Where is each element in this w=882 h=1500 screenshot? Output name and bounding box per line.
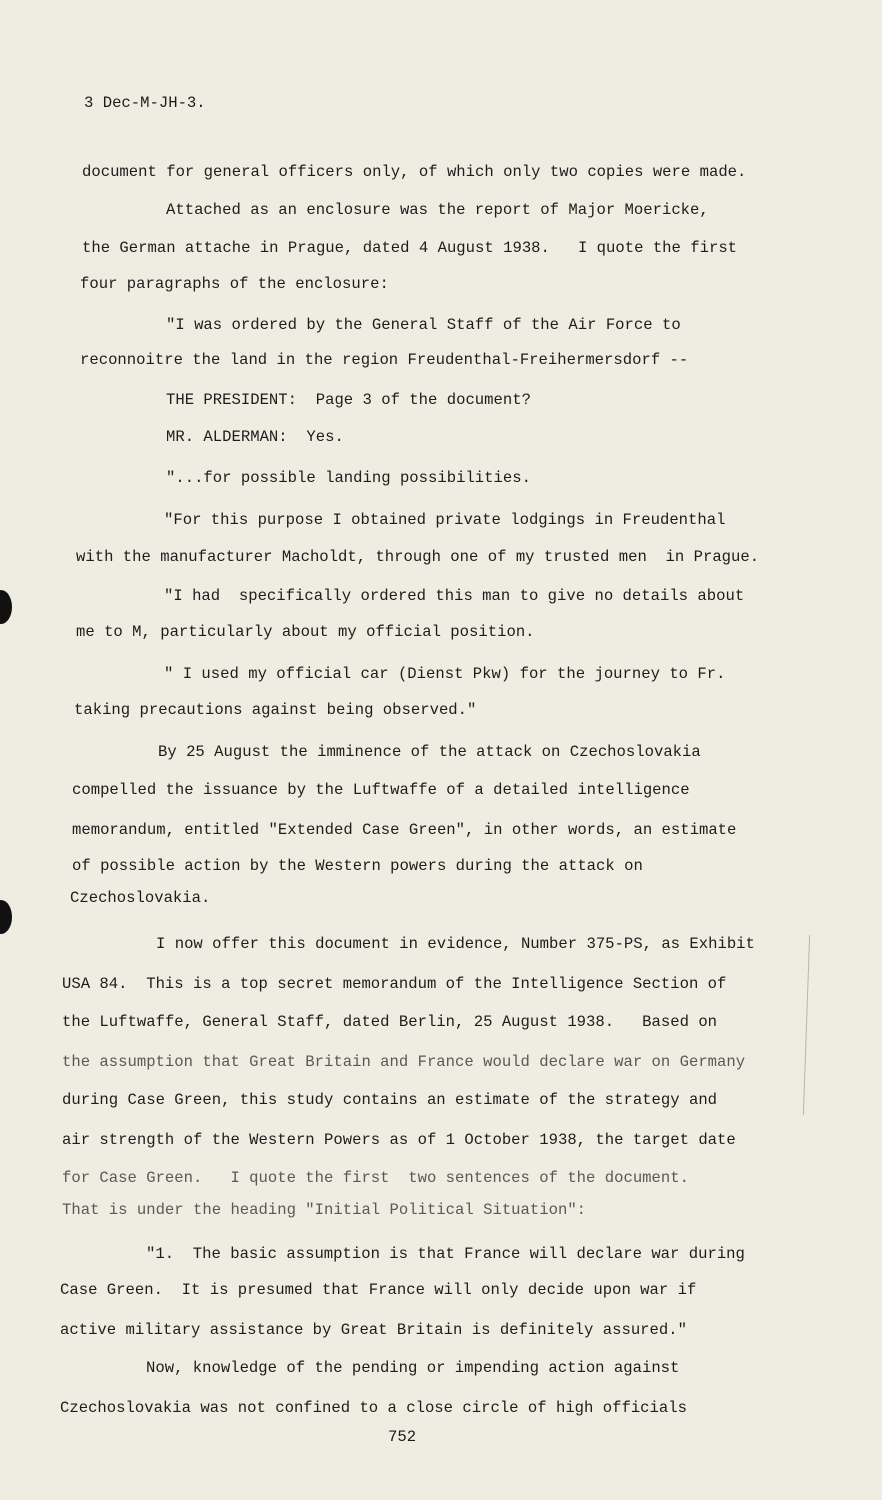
text-line: " I used my official car (Dienst Pkw) for the journey to Fr. xyxy=(164,665,726,683)
text-line: Now, knowledge of the pending or impending action against xyxy=(146,1359,680,1377)
text-line: of possible action by the Western powers during the attack on xyxy=(72,857,643,875)
text-line: Case Green. It is presumed that France will only decide upon war if xyxy=(60,1281,697,1299)
text-line: document for general officers only, of which only two copies were made. xyxy=(82,163,747,181)
text-line: MR. ALDERMAN: Yes. xyxy=(166,428,344,446)
text-line: "I had specifically ordered this man to give no details about xyxy=(164,587,745,605)
text-line: That is under the heading "Initial Political Situation": xyxy=(62,1201,587,1219)
page-number: 752 xyxy=(388,1428,417,1446)
text-line: "I was ordered by the General Staff of the Air Force to xyxy=(166,316,681,334)
text-line: USA 84. This is a top secret memorandum of the Intelligence Section of xyxy=(62,975,727,993)
text-line: Attached as an enclosure was the report of Major Moericke, xyxy=(166,201,709,219)
text-line: THE PRESIDENT: Page 3 of the document? xyxy=(166,391,531,409)
punch-hole xyxy=(0,590,12,624)
text-line: memorandum, entitled "Extended Case Green", in other words, an estimate xyxy=(72,821,737,839)
text-line: four paragraphs of the enclosure: xyxy=(80,275,389,293)
text-line: the assumption that Great Britain and France would declare war on Germany xyxy=(62,1053,746,1071)
text-line: with the manufacturer Macholdt, through one of my trusted men in Prague. xyxy=(76,548,760,566)
document-reference: 3 Dec-M-JH-3. xyxy=(84,94,206,112)
text-line: the Luftwaffe, General Staff, dated Berlin, 25 August 1938. Based on xyxy=(62,1013,718,1031)
text-line: me to M, particularly about my official position. xyxy=(76,623,535,641)
text-line: "1. The basic assumption is that France will declare war during xyxy=(146,1245,745,1263)
text-line: air strength of the Western Powers as of 1 October 1938, the target date xyxy=(62,1131,736,1149)
punch-hole xyxy=(0,900,12,934)
text-line: By 25 August the imminence of the attack on Czechoslovakia xyxy=(158,743,701,761)
text-line: Czechoslovakia was not confined to a close circle of high officials xyxy=(60,1399,687,1417)
text-line: for Case Green. I quote the first two sentences of the document. xyxy=(62,1169,689,1187)
text-line: taking precautions against being observed." xyxy=(74,701,477,719)
margin-mark xyxy=(803,935,810,1115)
text-line: I now offer this document in evidence, Number 375-PS, as Exhibit xyxy=(156,935,755,953)
text-line: "...for possible landing possibilities. xyxy=(166,469,531,487)
text-line: active military assistance by Great Britain is definitely assured." xyxy=(60,1321,687,1339)
text-line: reconnoitre the land in the region Freudenthal-Freihermersdorf -- xyxy=(80,351,689,369)
text-line: Czechoslovakia. xyxy=(70,889,211,907)
text-line: "For this purpose I obtained private lodgings in Freudenthal xyxy=(164,511,726,529)
text-line: the German attache in Prague, dated 4 August 1938. I quote the first xyxy=(82,239,738,257)
text-line: compelled the issuance by the Luftwaffe of a detailed intelligence xyxy=(72,781,690,799)
text-line: during Case Green, this study contains an estimate of the strategy and xyxy=(62,1091,718,1109)
